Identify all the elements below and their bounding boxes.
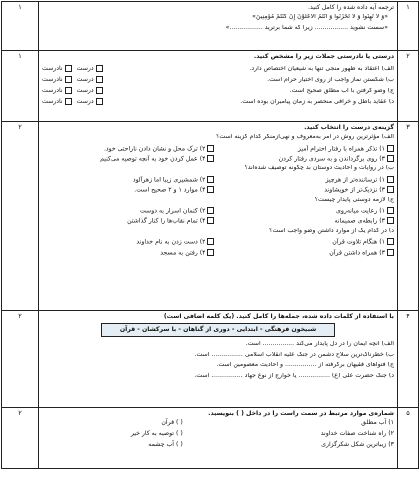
question-4-body (39, 311, 398, 408)
mcq-option-label: ۲) ترک محل و نشان دادن ناراحتی خود. (103, 145, 206, 153)
question-4-row (2, 311, 419, 408)
question-5-row (2, 408, 419, 469)
checkbox-icon (207, 207, 214, 214)
mcq-option[interactable] (222, 155, 394, 165)
question-1-number: ۱ (398, 2, 419, 51)
tf-options (42, 98, 103, 105)
tf-statement: د) عقاید باطل و خرافی منحصر به زمان پیامبران بوده است. (240, 98, 394, 105)
tf-statement: ج) وضو گرفتن با آب مطلق صحیح است. (289, 87, 394, 94)
mcq-question: ج) لازمه دوستی پایدار چیست؟ (314, 196, 394, 203)
checkbox-icon (96, 98, 103, 105)
match-left-item[interactable]: ( ) توصیه به کار خیر (130, 430, 183, 438)
mcq-option[interactable] (42, 186, 214, 196)
mcq-option-label: ۳) نزدیک‌تر از خویشاوند (324, 186, 385, 194)
match-left-item[interactable]: ( ) قرآن (161, 419, 183, 427)
question-3-score: ۲ (2, 122, 39, 311)
fill-sentence[interactable]: ب) خطرناک‌ترین سلاح دشمن در جنگ علیه انقلاب اسلامی ................ است. (194, 351, 394, 358)
true-option[interactable] (77, 65, 103, 72)
mcq-option-label: ۱) تذکر همراه با رفتار احترام آمیز (297, 145, 385, 153)
checkbox-icon (207, 238, 214, 245)
question-1-row (2, 2, 419, 51)
checkbox-icon (387, 145, 394, 152)
checkbox-icon (96, 87, 103, 94)
question-2-score: ۱ (2, 51, 39, 122)
mcq-options-row (42, 238, 394, 248)
question-5-title: شماره‌ی موارد مرتبط در سمت راست را در داخل ( ) بنویسید. (208, 410, 394, 417)
question-1-body (39, 2, 398, 51)
checkbox-icon (387, 249, 394, 256)
question-1-translation: «سست نشوید ................. زیرا که شما برترید .................» (225, 24, 388, 31)
match-right-item: ۲) راه شناخت صفات خداوند (320, 430, 394, 438)
question-5-score: ۲ (2, 408, 39, 469)
mcq-option[interactable] (42, 145, 214, 155)
tf-item (42, 85, 394, 96)
tf-statement: الف) اعتقاد به ظهور منجی تنها به شیعیان اختصاص دارد. (249, 65, 394, 72)
checkbox-icon (65, 65, 72, 72)
checkbox-icon (387, 176, 394, 183)
false-label: نادرست (42, 64, 63, 72)
mcq-option-label: ۱) رعایت میانه‌روی (336, 207, 385, 215)
mcq-options-row (42, 176, 394, 186)
mcq-option[interactable] (222, 145, 394, 155)
checkbox-icon (207, 186, 214, 193)
mcq-option-label: ۳) رابطه‌ی صمیمانه (334, 217, 385, 225)
question-1-score: ۱ (2, 2, 39, 51)
question-1-verse: «وَ لا تَهِنُوا وَ لا تَحْزَنُوا وَ أَنْتُمُ الْأَعْلَوْنَ إِنْ كُنْتُمْ مُؤْمِنِينَ» (252, 14, 388, 21)
question-3-body (39, 122, 398, 311)
false-label: نادرست (42, 97, 63, 105)
fill-sentence[interactable]: الف) آنچه ایمان را در دل پایدار می‌کند ................ است. (245, 341, 394, 348)
mcq-option[interactable] (222, 207, 394, 217)
fill-sentence[interactable]: ج) فتواهای فقیهان برگرفته از ................ و احادیث معصومین است. (216, 362, 394, 369)
exam-page (1, 1, 419, 501)
mcq-options-row (42, 249, 394, 259)
mcq-option[interactable] (42, 238, 214, 248)
mcq-option-label: ۲) کتمان اسرار به دوست (139, 207, 206, 215)
match-left-item[interactable]: ( ) آب چشمه (148, 441, 183, 449)
false-option[interactable] (42, 98, 72, 105)
question-4-score: ۲ (2, 311, 39, 408)
mcq-option[interactable] (222, 238, 394, 248)
tf-statement: ب) شکستن نماز واجب از روی اختیار حرام است. (267, 76, 394, 83)
false-option[interactable] (42, 87, 72, 94)
checkbox-icon (207, 155, 214, 162)
false-label: نادرست (42, 75, 63, 83)
checkbox-icon (96, 65, 103, 72)
mcq-option[interactable] (42, 176, 214, 186)
tf-options (42, 87, 103, 94)
mcq-option-label: ۴) رفتن به مسجد (160, 249, 206, 256)
checkbox-icon (387, 186, 394, 193)
mcq-option-label: ۱) ترساننده‌تر از هرچیز (325, 176, 385, 184)
mcq-option[interactable] (42, 217, 214, 227)
question-2-number: ۲ (398, 51, 419, 122)
true-option[interactable] (77, 98, 103, 105)
checkbox-icon (387, 207, 394, 214)
question-2-body (39, 51, 398, 122)
question-4-number: ۴ (398, 311, 419, 408)
false-option[interactable] (42, 76, 72, 83)
mcq-option-label: ۳) روی برگرداندن و به سردی رفتار کردن (278, 155, 385, 163)
match-row (42, 442, 394, 453)
tf-item (42, 74, 394, 85)
mcq-option-label: ۱) هنگام تلاوت قرآن (332, 238, 385, 246)
checkbox-icon (387, 155, 394, 162)
mcq-option-label: ۲) دست زدن به نام خداوند (136, 238, 206, 246)
match-right-item: ۳) زیباترین شکل شکرگزاری (321, 441, 394, 449)
fill-sentence[interactable]: د) جنگ حضرت علی (ع) ................ یا خوارج از نوع جهاد ................ است. (194, 372, 394, 379)
mcq-question: د) در کدام یک از موارد داشتن وضو واجب است؟ (269, 227, 394, 234)
checkbox-icon (65, 76, 72, 83)
checkbox-icon (65, 87, 72, 94)
question-3-number: ۳ (398, 122, 419, 311)
checkbox-icon (387, 238, 394, 245)
mcq-option-label: ۴) عمل کردن خود به آنچه توصیه می‌کنیم (100, 155, 206, 163)
true-label: درست (76, 97, 94, 105)
question-1-title: ترجمه آیه داده شده را کامل کنید. (308, 4, 394, 11)
mcq-options-row (42, 207, 394, 217)
checkbox-icon (207, 145, 214, 152)
mcq-options-row (42, 145, 394, 155)
checkbox-icon (65, 98, 72, 105)
word-bank: شبیخون فرهنگی - ابتدایی - دوری از گناهان - با سرکشان - قرآن (101, 323, 335, 337)
tf-item (42, 63, 394, 74)
mcq-options-row (42, 186, 394, 196)
mcq-option-label: ۴) موارد ۱ و ۲ صحیح است. (134, 186, 206, 194)
checkbox-icon (207, 249, 214, 256)
mcq-option[interactable] (222, 249, 394, 259)
mcq-option-label: ۴) تمام نقاب‌ها را کنار گذاشتن (127, 217, 206, 225)
true-label: درست (76, 75, 94, 83)
question-2-row (2, 51, 419, 122)
mcq-question: الف) مؤثرترین روش در امر به‌معروف و نهی‌ازمنکر کدام گزینه است؟ (216, 134, 394, 141)
mcq-options-row (42, 155, 394, 165)
mcq-option[interactable] (42, 207, 214, 217)
mcq-option[interactable] (222, 186, 394, 196)
question-5-number: ۵ (398, 408, 419, 469)
checkbox-icon (96, 76, 103, 83)
mcq-option[interactable] (222, 176, 394, 186)
true-label: درست (76, 86, 94, 94)
true-label: درست (76, 64, 94, 72)
question-3-title: گزینه‌ی درست را انتخاب کنید. (304, 124, 394, 131)
question-2-title: درستی یا نادرستی جملات زیر را مشخص کنید. (253, 53, 394, 60)
question-3-row (2, 122, 419, 311)
match-right-item: ۱) آب مطلق (361, 419, 394, 427)
mcq-option-label: ۳) همراه داشتن قرآن (329, 249, 385, 256)
mcq-question: ب) در روایات و احادیث دوستان بد چگونه توصیف شده‌اند؟ (244, 165, 394, 172)
true-option[interactable] (77, 76, 103, 83)
mcq-option[interactable] (42, 155, 214, 165)
question-4-title: با استفاده از کلمات داده شده، جمله‌ها را کامل کنید. (یک کلمه اضافی است) (163, 313, 394, 320)
mcq-option-label: ۲) شمشیری زیبا اما زهرآلود (132, 176, 206, 184)
checkbox-icon (207, 217, 214, 224)
mcq-option[interactable] (42, 249, 214, 259)
tf-options (42, 76, 103, 83)
tf-options (42, 65, 103, 72)
checkbox-icon (387, 217, 394, 224)
mcq-options-row (42, 217, 394, 227)
tf-item (42, 96, 394, 107)
false-option[interactable] (42, 65, 72, 72)
true-option[interactable] (77, 87, 103, 94)
checkbox-icon (207, 176, 214, 183)
mcq-option[interactable] (222, 217, 394, 227)
question-5-body (39, 408, 398, 469)
exam-table (1, 1, 419, 469)
false-label: نادرست (42, 86, 63, 94)
